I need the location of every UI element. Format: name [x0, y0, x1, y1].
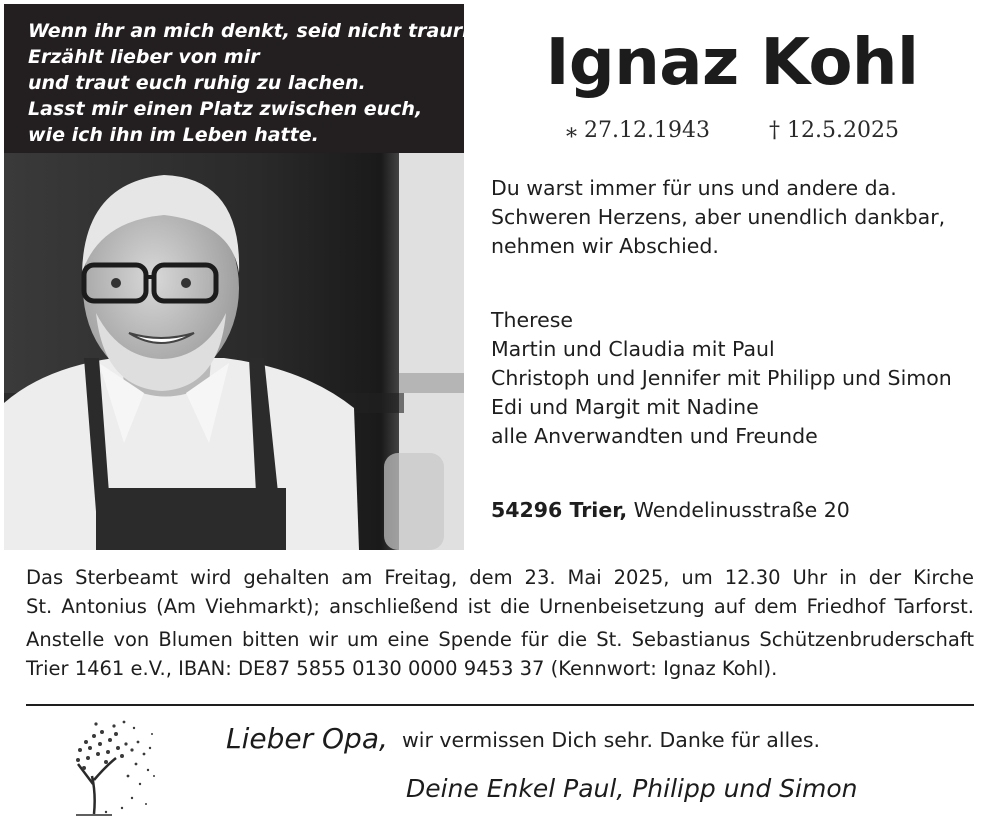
farewell-line: Schweren Herzens, aber unendlich dankbar, — [491, 205, 946, 229]
mourner-entry: Martin und Claudia mit Paul — [491, 337, 775, 361]
portrait-photo — [4, 153, 464, 550]
poem-box — [4, 4, 490, 153]
address-street: Wendelinusstraße 20 — [633, 498, 850, 522]
poem-line: Wenn ihr an mich denkt, seid nicht traurig. — [28, 20, 490, 42]
birth-date: ⁎ 27.12.1943 — [566, 118, 710, 143]
mourners-list — [491, 306, 952, 451]
donation-line: Trier 1461 e.V., IBAN: DE87 5855 0130 0000 9453 37 (Kennwort: Ignaz Kohl). — [26, 657, 778, 680]
greeting-handwritten: Lieber Opa, — [226, 722, 388, 755]
farewell-text — [491, 174, 945, 261]
address — [491, 498, 850, 522]
poem-line: Erzählt lieber von mir — [28, 46, 260, 68]
grandchildren-signature: Deine Enkel Paul, Philipp und Simon — [406, 774, 858, 803]
poem-line: Lasst mir einen Platz zwischen euch, — [28, 98, 423, 120]
farewell-line: nehmen wir Abschied. — [491, 234, 719, 258]
donation-line: Anstelle von Blumen bitten wir um eine Spende für die St. Sebastianus Schützenbruderschaft — [26, 628, 974, 651]
service-line: Das Sterbeamt wird gehalten am Freitag, dem 23. Mai 2025, um 12.30 Uhr in der Kirche — [26, 566, 974, 589]
mourner-entry: Therese — [491, 308, 574, 332]
poem-line: und traut euch ruhig zu lachen. — [28, 72, 366, 94]
service-line: St. Antonius (Am Viehmarkt); anschließend ist die Urnenbeisetzung auf dem Friedhof Tarforst. — [26, 595, 974, 618]
mourner-entry: alle Anverwandten und Freunde — [491, 424, 818, 448]
poem-line: wie ich ihn im Leben hatte. — [28, 124, 319, 146]
tree-icon — [66, 714, 162, 818]
death-date: † 12.5.2025 — [769, 118, 899, 143]
deceased-name: Ignaz Kohl — [545, 26, 919, 100]
service-notice — [26, 563, 974, 683]
greeting-message: wir vermissen Dich sehr. Danke für alles. — [402, 728, 821, 752]
divider — [26, 704, 974, 706]
address-city: 54296 Trier, — [491, 498, 628, 522]
mourner-entry: Edi und Margit mit Nadine — [491, 395, 759, 419]
farewell-line: Du warst immer für uns und andere da. — [491, 176, 897, 200]
mourner-entry: Christoph und Jennifer mit Philipp und Simon — [491, 366, 952, 390]
